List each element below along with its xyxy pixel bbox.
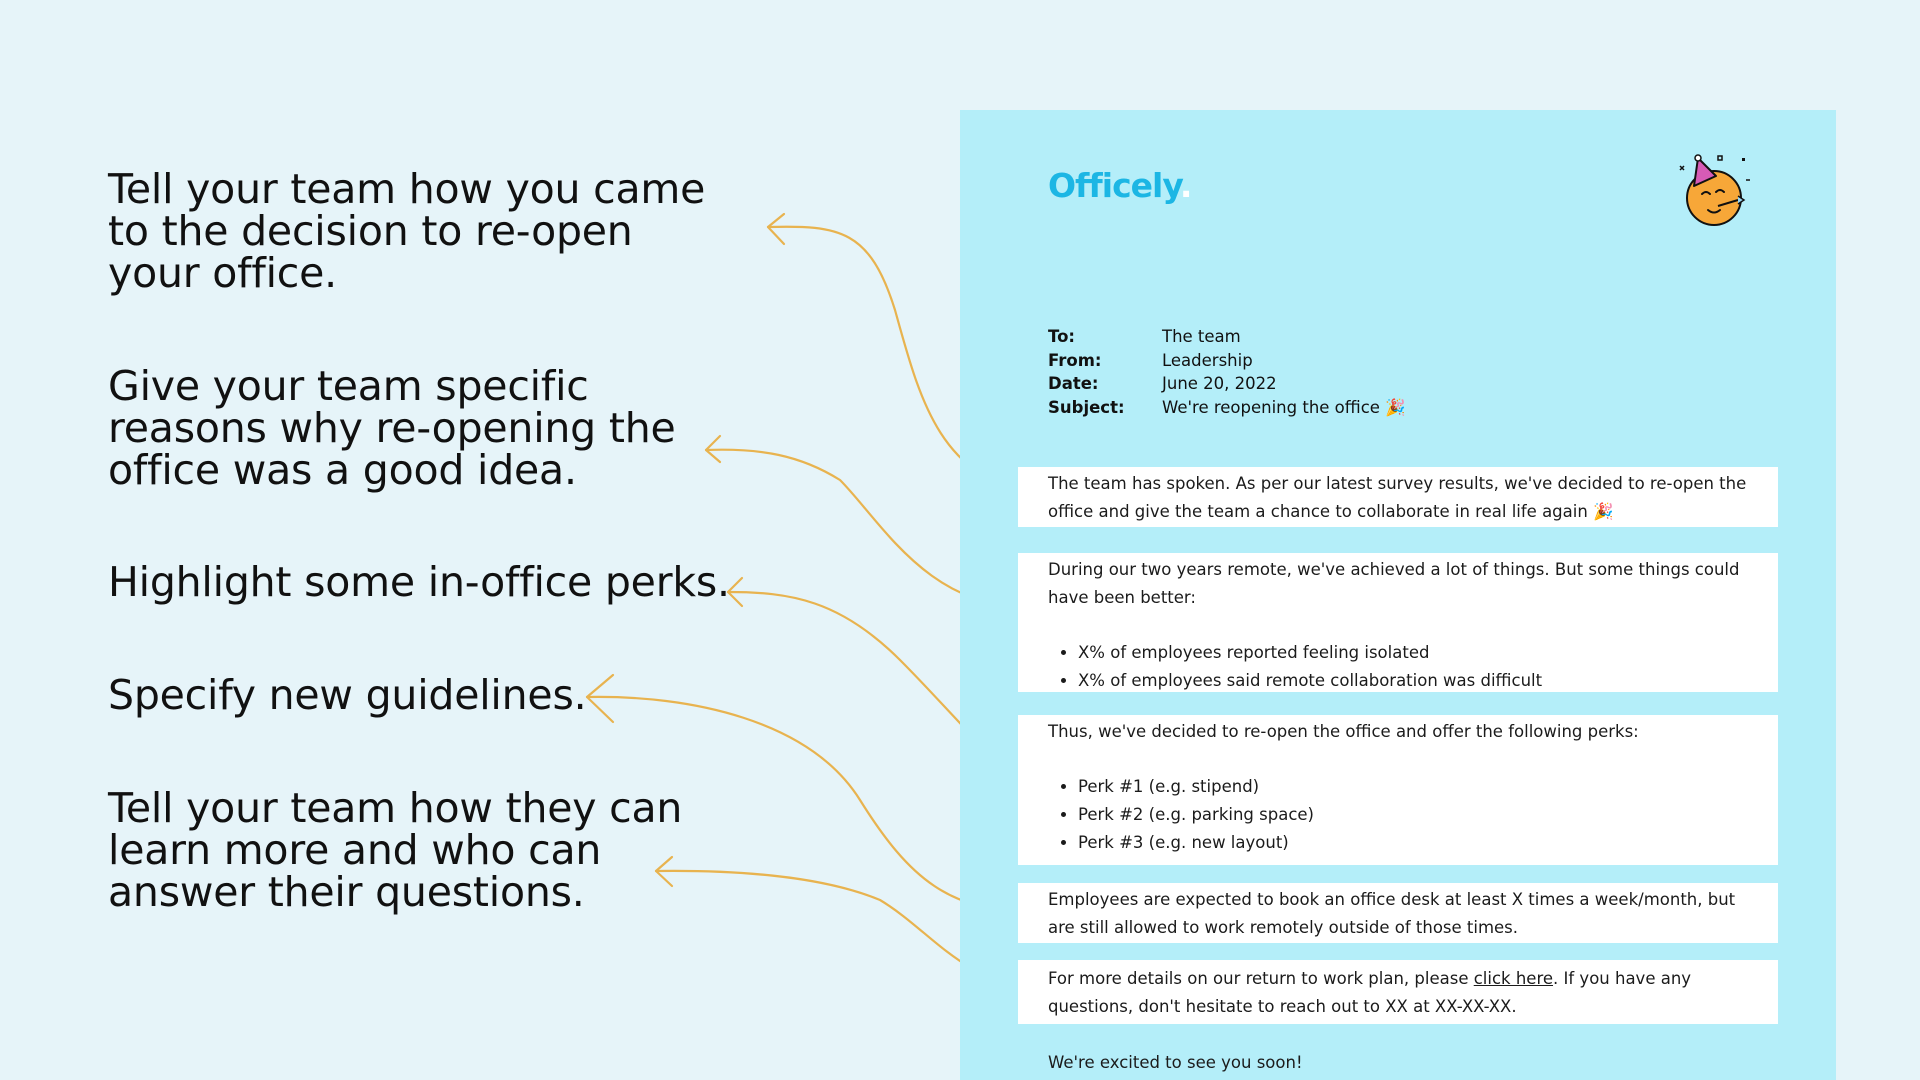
guidelines-block bbox=[1018, 883, 1778, 943]
tip-learn-more: Tell your team how they can learn more and who can answer their questions. bbox=[108, 784, 683, 916]
tip-guidelines: Specify new guidelines. bbox=[108, 671, 587, 719]
subject-value: We're reopening the office 🎉 bbox=[1162, 397, 1406, 417]
from-label: From: bbox=[1048, 350, 1102, 370]
to-value: The team bbox=[1162, 327, 1241, 346]
reasons-list bbox=[1048, 639, 1748, 695]
date-row bbox=[1048, 372, 1406, 396]
perk-item: • Perk #1 (e.g. stipend) bbox=[1078, 773, 1748, 801]
perk-item: • Perk #2 (e.g. parking space) bbox=[1078, 801, 1748, 829]
officely-logo: Officely. bbox=[1048, 166, 1192, 205]
guidelines-text: Employees are expected to book an office desk at least X times a week/month, but are still allowed to work remotely outside of those times. bbox=[1048, 890, 1736, 937]
tip-decision: Tell your team how you came to the decision to re-open your office. bbox=[108, 165, 706, 297]
from-value: Leadership bbox=[1162, 350, 1253, 370]
tip-reasons: Give your team specific reasons why re-opening the office was a good idea. bbox=[108, 362, 676, 494]
to-label: To: bbox=[1048, 327, 1075, 346]
to-row bbox=[1048, 325, 1406, 349]
click-here-link[interactable]: click here bbox=[1473, 969, 1554, 988]
party-face-icon bbox=[1672, 152, 1752, 232]
closing-text: We're excited to see you soon! bbox=[1048, 1053, 1303, 1072]
reason-item: • X% of employees said remote collaboration was difficult bbox=[1078, 667, 1748, 695]
decision-block bbox=[1018, 467, 1778, 527]
learn-more-block bbox=[1018, 960, 1778, 1024]
perks-list bbox=[1048, 773, 1748, 857]
date-label: Date: bbox=[1048, 374, 1099, 393]
perk-item: • Perk #3 (e.g. new layout) bbox=[1078, 829, 1748, 857]
decision-text: The team has spoken. As per our latest survey results, we've decided to re-open the office and give the team a chance to collaborate in real life again 🎉 bbox=[1048, 474, 1747, 521]
perks-block bbox=[1018, 715, 1778, 865]
perks-intro: Thus, we've decided to re-open the office and offer the following perks: bbox=[1048, 722, 1639, 741]
email-document bbox=[960, 110, 1836, 1080]
date-value: June 20, 2022 bbox=[1162, 374, 1277, 393]
reasons-intro: During our two years remote, we've achieved a lot of things. But some things could have been better: bbox=[1048, 560, 1740, 607]
learn-more-text: For more details on our return to work plan, please click here. If you have any questions, don't hesitate to reach out to XX at XX-XX-XX. bbox=[1048, 969, 1692, 1016]
subject-label: Subject: bbox=[1048, 397, 1125, 417]
email-header bbox=[1048, 325, 1406, 419]
reasons-block bbox=[1018, 553, 1778, 692]
reason-item: • X% of employees reported feeling isolated bbox=[1078, 639, 1748, 667]
tip-perks: Highlight some in-office perks. bbox=[108, 558, 730, 606]
subject-row bbox=[1048, 396, 1406, 420]
from-row bbox=[1048, 349, 1406, 373]
